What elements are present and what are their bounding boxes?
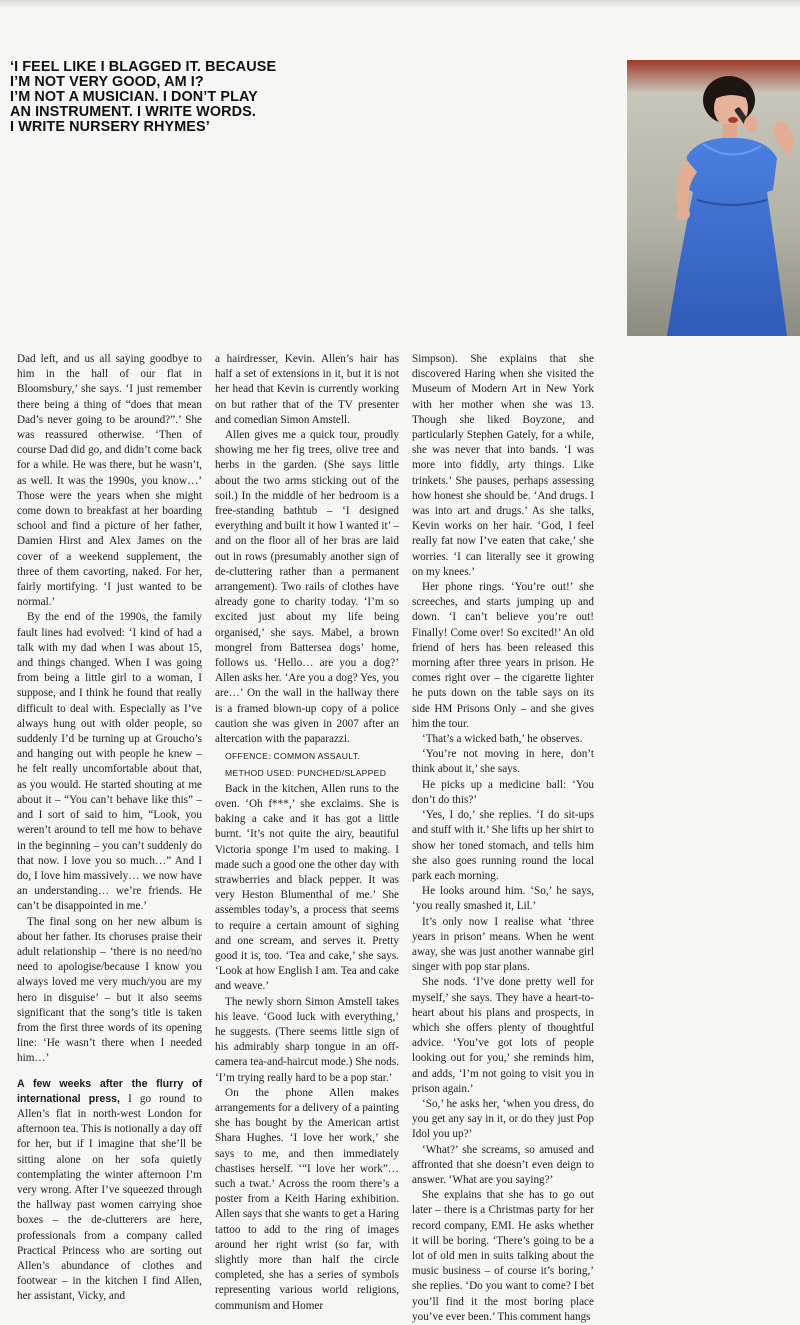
- article-column-3: [412, 352, 594, 1325]
- paragraph: Simpson). She explains that she discovered Haring when she visited the Museum of Modern Art in New York with her mother when she was 13. Though she liked Boyzone, and particularly Stephen Gately, for a while, she was never that into bands. ‘I was more into fiddly, arty things. Like trinkets.’ She pauses, perhaps assessing how honest she should be. ‘And drugs. I was into art and drugs.’ As she talks, Kevin works on her hair. ‘God, I feel really fat now I’ve eaten that cake,’ she worries. ‘I can literally see it growing on my knees.’: [412, 353, 594, 578]
- paragraph: The final song on her new album is about her father. Its choruses praise their adult relationship – ‘there is no need/no need to apologise/because I know you always loved me very much/you are my hero in disguise’ – but it also seems significant that the song’s title is taken from the first three words of its opening line: ‘He wasn’t there when I needed him…’: [17, 915, 202, 1065]
- pull-quote-line: AN INSTRUMENT. I WRITE WORDS.: [10, 104, 256, 120]
- paragraph: Her phone rings. ‘You’re out!’ she screeches, and starts jumping up and down. ‘I can’t believe you’re out! Finally! Come over! So excited!’ An old friend of hers has been released this morning after three years in prison. He comes right over – the cigarette lighter he puts down on the table says on its side HM Prisons Only – and she gives him the tour.: [412, 581, 594, 730]
- woman-singing-in-blue-dress-photo: [627, 60, 800, 336]
- section-start-paragraph: [17, 1077, 202, 1305]
- paragraph: She explains that she has to go out later – there is a Christmas party for her record company, EMI. He asks whether it will be boring. ‘There’s going to be a lot of old men in suits talking about the music business – of course it’s boring,’ she replies. ‘Do you want to come? I bet you’ll find it the most boring place you’ve ever been.’ This comment hangs: [412, 1189, 594, 1323]
- paragraph: Dad left, and us all saying goodbye to him in the hall of our flat in Bloomsbury,’ she says. ‘I just remember there being a thing of “does that mean Dad’s never going to be around?”.’ She was reassured otherwise. ‘Then of course Dad did go, and didn’t come back for a while. He was there, but he wasn’t, as well. It was the 1990s, you know…’ Those were the years when she might come down to breakfast at her boarding school and find a picture of her father, Damien Hirst and Alex James on the cover of a weekend supplement, the three of them cavorting, naked. For her, fairly mortifying. ‘I just wanted to be normal.’: [17, 353, 202, 609]
- pull-quote-line: I WRITE NURSERY RHYMES’: [10, 119, 210, 135]
- paragraph: ‘You’re not moving in here, don’t think about it,’ she says.: [412, 748, 594, 776]
- paragraph: The newly shorn Simon Amstell takes his leave. ‘Good luck with everything,’ he suggests. (There seems little sign of his admirably sharp tongue in an off-camera tea-and-haircut mode.) She nods. ‘I’m trying really hard to be a pop star.’: [215, 995, 399, 1084]
- police-caution-line: METHOD USED: PUNCHED/SLAPPED: [225, 768, 387, 779]
- lead-in-text: A few weeks after the flurry of international press,: [17, 1077, 202, 1105]
- singer-photo: [627, 60, 800, 336]
- page-top-edge: [0, 0, 800, 8]
- pull-quote-line: I’M NOT VERY GOOD, AM I?: [10, 74, 204, 90]
- paragraph: He looks around him. ‘So,’ he says, ‘you really smashed it, Lil.’: [412, 885, 594, 913]
- paragraph: By the end of the 1990s, the family fault lines had evolved: ‘I kind of had a talk with my dad when I was about 15, and things changed. When I was going from being a little girl to a woman, I suppose, and I think he found that really difficult to deal with. Especially as I’ve always hung out with older people, so suddenly I’d be turning up at Groucho’s and hanging out with people he knew – he felt really uncomfortable about that, as you would. He started shouting at me about it – “You can’t behave like this” – and I sort of said to him, “Look, you weren’t around to tell me how to behave in the beginning – you can’t suddenly do that now. I love you so much…” And I do, I love him massively… we now have an understanding… we’re friends. He can’t be disappointed in me.’: [17, 611, 202, 913]
- article-column-1: [17, 352, 202, 1305]
- paragraph: ‘So,’ he asks her, ‘when you dress, do you get any say in it, or do they just Pop Idol you up?’: [412, 1097, 594, 1141]
- pull-quote-line: ‘I FEEL LIKE I BLAGGED IT. BECAUSE: [10, 59, 277, 75]
- paragraph: ‘What?’ she screams, so amused and affronted that she doesn’t even deign to answer. ‘What are you saying?’: [412, 1143, 594, 1186]
- police-caution-line: OFFENCE: COMMON ASSAULT.: [225, 751, 361, 762]
- paragraph: On the phone Allen makes arrangements for a delivery of a painting she has bought by the American artist Shara Hughes. ‘I love her work,’ she says to me, and then immediately chastises herself. ‘“I love her work”… such a twat.’ Across the room there’s a poster from a Keith Haring exhibition. Allen says that she wants to get a Haring tattoo to add to the ring of images around her right wrist (so far, with slightly more than half the circle completed, she has a series of symbols representing various world religions, communism and Homer: [215, 1086, 399, 1312]
- article-column-2: [215, 352, 399, 1314]
- paragraph: Back in the kitchen, Allen runs to the oven. ‘Oh f***,’ she exclaims. She is baking a cake and it has got a little burnt. ‘It’s not quite the airy, beautiful Victoria sponge I’m used to making. I made such a good one the other day with strawberries and black pepper. It was very Heston Blumenthal of me.’ She assembles today’s, a process that seems to require a certain amount of sighing and one scream, and serves it. Pretty good it is, too. ‘Tea and cake,’ she says. ‘Look at how English I am. Tea and cake and weave.’: [215, 782, 399, 993]
- pull-quote-line: I’M NOT A MUSICIAN. I DON’T PLAY: [10, 89, 258, 105]
- paragraph-text: I go round to Allen’s flat in north-west London for afternoon tea. This is notionally a day off for her, but if I imagine that she’ll be sitting alone on her sofa quietly contemplating the winter afternoon I’m very wrong. After I’ve squeezed through the hallway past women carrying shoe boxes – the de-clutterers are here, professionals from a company called Practical Princess who are sorting out Allen’s abundance of clothes and footwear – in the kitchen I find Allen, her assistant, Vicky, and: [17, 1092, 202, 1303]
- paragraph: Allen gives me a quick tour, proudly showing me her fig trees, olive tree and herbs in the garden. (She says little about the two arms sticking out of the soil.) In the middle of her bedroom is a free-standing bathtub – ‘I designed everything and built it how I wanted it’ – and on the floor all of her bras are laid out in rows (presumably another sign of de-cluttering rather than a permanent arrangement). Two rails of clothes have already gone to charity today. ‘I’m so excited just about my life being organised,’ she says. Mabel, a brown mongrel from Battersea dogs’ home, follows us. ‘Hello… are you a dog?’ Allen asks her. ‘Are you a dog? Yes, you are…’ On the wall in the hallway there is a framed blown-up copy of a police caution she was given in 2007 after an altercation with the paparazzi.: [215, 429, 399, 746]
- paragraph: ‘That’s a wicked bath,’ he observes.: [422, 733, 583, 746]
- paragraph: It’s only now I realise what ‘three years in prison’ means. When he went away, she was just another wannabe girl singer with pop star plans.: [412, 915, 594, 974]
- paragraph: She nods. ‘I’ve done pretty well for myself,’ she says. They have a heart-to-heart about his plans and prospects, in which she offers plenty of thoughtful advice. ‘You’ve got lots of people looking out for you,’ she reminds him, and adds, ‘I’m not going to visit you in prison again.’: [412, 976, 594, 1095]
- paragraph: ‘Yes, I do,’ she replies. ‘I do sit-ups and stuff with it.’ She lifts up her shirt to show her toned stomach, and tells him she also goes running round the local park each morning.: [412, 809, 594, 882]
- paragraph: a hairdresser, Kevin. Allen’s hair has half a set of extensions in it, but it is not her head that Kevin is currently working on but rather that of the TV presenter and comedian Simon Amstell.: [215, 353, 399, 426]
- paragraph: He picks up a medicine ball: ‘You don’t do this?’: [412, 778, 594, 806]
- pull-quote: [10, 60, 310, 135]
